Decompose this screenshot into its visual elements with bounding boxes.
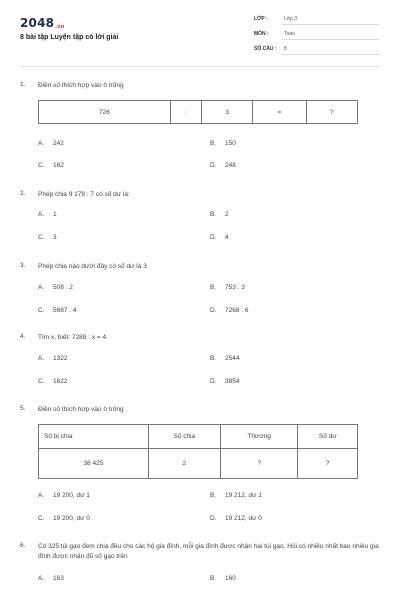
option-text: 3854 [225,378,240,385]
option-text: 4 [225,234,229,241]
option-label: B. [210,284,217,291]
logo-domain-text: .vn [55,24,65,30]
option-label: B. [210,355,217,362]
option-label: D. [210,515,217,522]
answer-option-c[interactable] [38,378,67,385]
document-title: 8 bài tập Luyện tập có lời giải [20,34,119,41]
answer-option-d[interactable] [210,162,236,169]
meta-subject [254,30,380,40]
meta-divider [282,54,380,55]
option-text: 753 : 3 [225,284,245,291]
option-label: A. [38,284,45,291]
answer-option-a[interactable] [38,492,90,499]
answer-option-d[interactable] [210,234,229,241]
table-header-cell: Số dư [298,425,358,449]
option-text: 160 [225,575,236,582]
meta-count-key: SỐ CÂU : [254,46,277,52]
option-label: C. [38,162,45,169]
option-text: 1322 [53,355,68,362]
option-label: B. [210,211,217,218]
table-cell: 3 [201,101,252,124]
header-divider [20,66,380,67]
table-cell: ? [298,449,358,479]
option-label: C. [38,378,45,385]
question-text: Tìm x, biết: 7288 : x = 4 [38,334,107,341]
site-logo[interactable] [20,16,65,30]
option-label: B. [210,492,217,499]
option-text: 3 [53,234,57,241]
answer-option-a[interactable] [38,355,67,362]
answer-option-a[interactable] [38,284,73,291]
option-text: 1822 [53,378,68,385]
meta-grade [254,15,380,25]
option-text: 163 [53,575,64,582]
option-text: 19 200, dư 1 [53,492,90,499]
answer-option-a[interactable] [38,575,64,582]
question-text: Phép chia 9 178 : 7 có số dư là: [38,191,130,198]
answer-option-d[interactable] [210,307,249,314]
meta-question-count [254,45,380,55]
answer-option-b[interactable] [210,284,245,291]
answer-option-c[interactable] [38,162,64,169]
table-cell: 2 [148,449,220,479]
question-number: 4. [20,333,26,340]
answer-option-a[interactable] [38,211,57,218]
option-text: 19 200, dư 0 [53,515,90,522]
table-header-cell: Thương [220,425,298,449]
meta-subject-key: MÔN : [254,31,269,37]
table-cell: ? [306,101,357,124]
answer-option-b[interactable] [210,355,239,362]
answer-option-d[interactable] [210,378,239,385]
option-label: A. [38,492,45,499]
option-label: D. [210,307,217,314]
answer-option-c[interactable] [38,307,77,314]
answer-option-c[interactable] [38,234,57,241]
option-label: C. [38,515,45,522]
answer-option-d[interactable] [210,515,262,522]
question-text: Có 325 túi gạo đem chia đều cho các hộ gia đình, mỗi gia đình được nhận hai túi gạo. Hỏi có nhiều nhất bao nhiêu gia đình được nhận đủ số gạo trên [38,543,379,560]
option-text: 1 [53,211,57,218]
option-label: D. [210,234,217,241]
question-text: Điền số thích hợp vào ô trống [38,406,124,413]
question-number: 6. [20,542,26,549]
option-text: 150 [225,140,236,147]
option-label: D. [210,162,217,169]
option-label: B. [210,575,217,582]
table-cell: ? [220,449,298,479]
option-text: 242 [53,140,64,147]
option-label: C. [38,307,45,314]
option-label: A. [38,211,45,218]
option-text: 2544 [225,355,240,362]
division-table [38,424,358,479]
meta-subject-value: Toán [284,31,295,37]
meta-divider [282,39,380,40]
question-number: 2. [20,190,26,197]
option-label: B. [210,140,217,147]
option-label: A. [38,575,45,582]
option-text: 19 212, dư 1 [225,492,262,499]
option-text: 2 [225,211,229,218]
answer-option-b[interactable] [210,575,236,582]
meta-divider [282,24,380,25]
table-cell: 726 [39,101,171,124]
answer-option-b[interactable] [210,140,236,147]
answer-option-b[interactable] [210,211,229,218]
question-number: 1. [20,81,26,88]
table-header-cell: Số chia [148,425,220,449]
table-cell: = [253,101,306,124]
table-cell: : [170,101,201,124]
option-text: 7268 : 6 [225,307,249,314]
table-cell: 38 425 [39,449,149,479]
question-text: Phép chia nào dưới đây có số dư là 3 [38,263,147,270]
option-text: 19 212, dư 0 [225,515,262,522]
option-text: 508 : 2 [53,284,73,291]
meta-count-value: 8 [284,46,287,52]
table-header-cell: Số bị chia [39,425,149,449]
question-text: Điền số thích hợp vào ô trống [38,82,124,89]
option-label: A. [38,355,45,362]
option-label: D. [210,378,217,385]
question-number: 5. [20,405,26,412]
document-header [0,0,400,66]
answer-option-b[interactable] [210,492,262,499]
answer-option-a[interactable] [38,140,64,147]
option-text: 162 [53,162,64,169]
option-text: 5687 : 4 [53,307,77,314]
equation-table [38,100,358,124]
answer-option-c[interactable] [38,515,90,522]
logo-main-text: 2048 [20,16,55,30]
option-label: A. [38,140,45,147]
option-text: 248 [225,162,236,169]
option-label: C. [38,234,45,241]
meta-grade-value: Lớp 3 [284,16,298,22]
meta-grade-key: LỚP : [254,16,268,22]
question-number: 3. [20,262,26,269]
